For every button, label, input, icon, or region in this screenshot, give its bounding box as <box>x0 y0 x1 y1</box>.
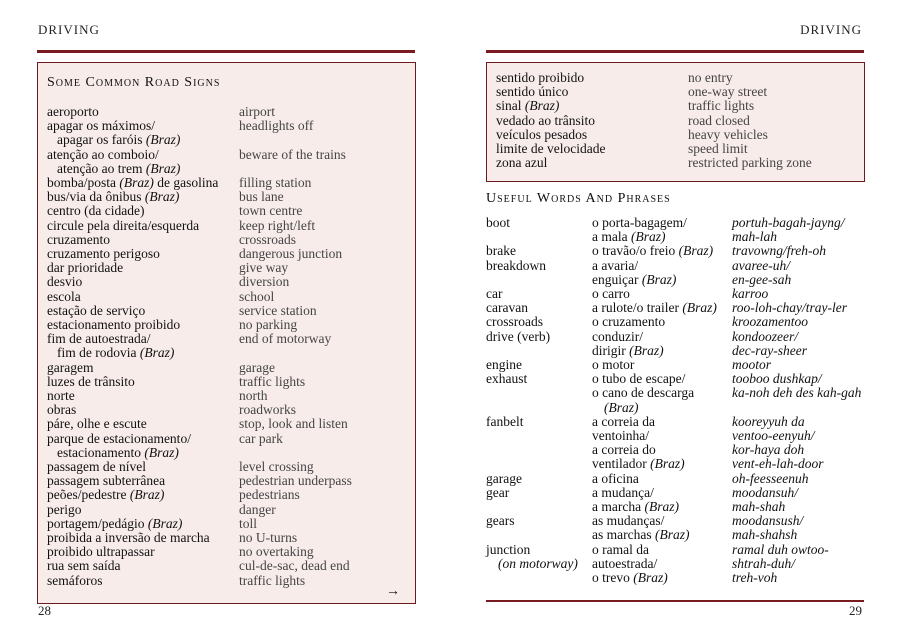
word-pronunciation: dec-ray-sheer <box>732 342 807 358</box>
sign-english: car park <box>239 430 283 446</box>
word-english: gears <box>486 513 515 529</box>
sign-english: stop, look and listen <box>239 416 348 432</box>
sign-portuguese: portagem/pedágio (Braz) <box>47 515 183 531</box>
word-portuguese: conduzir/ <box>592 328 643 344</box>
sign-portuguese: circule pela direita/esquerda <box>47 217 200 233</box>
sign-portuguese: estacionamento (Braz) <box>57 444 179 460</box>
braz-note: (Braz) <box>119 175 154 190</box>
word-english: exhaust <box>486 371 528 387</box>
sign-english: service station <box>239 302 317 318</box>
sign-english: bus lane <box>239 189 284 205</box>
braz-note: (Braz) <box>644 499 679 514</box>
sign-english: roadworks <box>239 402 296 418</box>
word-portuguese: a mudança/ <box>592 484 654 500</box>
sign-english: traffic lights <box>688 98 755 114</box>
box-title: Some Common Road Signs <box>47 75 221 90</box>
sign-portuguese: estacionamento proibido <box>47 317 181 332</box>
sign-portuguese: escola <box>47 288 81 304</box>
page-number: 29 <box>849 603 862 618</box>
running-header: DRIVING <box>800 22 862 37</box>
sign-portuguese: centro (da cidade) <box>47 203 145 219</box>
word-pronunciation: kooreyyuh da <box>732 413 805 429</box>
word-portuguese: o porta-bagagem/ <box>592 215 687 230</box>
word-english: boot <box>486 215 511 230</box>
word-english: breakdown <box>486 257 546 273</box>
braz-note: (Braz) <box>145 132 181 148</box>
sign-english: pedestrian underpass <box>239 473 352 489</box>
sign-english: traffic lights <box>239 572 306 588</box>
sign-english: restricted parking zone <box>688 155 812 171</box>
word-english: junction <box>486 541 531 557</box>
sign-portuguese: peões/pedestre (Braz) <box>47 487 165 503</box>
braz-note: (Braz) <box>641 271 677 287</box>
word-english: drive (verb) <box>486 328 551 344</box>
word-pronunciation: vent-eh-lah-door <box>732 456 824 472</box>
word-pronunciation: ramal duh owtoo- <box>732 541 829 557</box>
sign-english: pedestrians <box>239 487 300 503</box>
sign-portuguese: cruzamento perigoso <box>47 246 160 261</box>
braz-note: (Braz) <box>129 487 165 503</box>
sign-english: garage <box>239 359 275 375</box>
braz-note: (Braz) <box>629 342 664 358</box>
sign-portuguese: obras <box>47 402 77 418</box>
word-portuguese: o tubo de escape/ <box>592 371 686 387</box>
word-english: engine <box>486 357 522 372</box>
sign-english: crossroads <box>239 231 296 247</box>
word-portuguese: o cano de descarga <box>592 385 695 401</box>
word-pronunciation: avaree-uh/ <box>732 257 790 273</box>
word-english: crossroads <box>486 314 543 330</box>
sign-portuguese: bomba/posta (Braz) de gasolina <box>47 175 219 190</box>
word-english: car <box>486 286 503 301</box>
word-portuguese: enguiçar (Braz) <box>592 271 677 287</box>
word-pronunciation: tooboo dushkap/ <box>732 371 822 387</box>
word-english: fanbelt <box>486 413 524 429</box>
road-signs-box <box>37 62 416 604</box>
word-pronunciation: shtrah-duh/ <box>732 555 796 571</box>
section-title: Useful Words And Phrases <box>486 191 671 206</box>
sign-english: one-way street <box>688 84 768 100</box>
word-pronunciation: ka-noh deh des kah-gah <box>732 385 862 401</box>
word-portuguese: a rulote/o trailer (Braz) <box>592 300 717 316</box>
braz-note: (Braz) <box>147 515 183 531</box>
sign-portuguese: limite de velocidade <box>496 141 606 156</box>
braz-note: (Braz) <box>604 399 639 415</box>
word-pronunciation: ventoo-eenyuh/ <box>732 428 815 443</box>
sign-portuguese: vedado ao trânsito <box>496 112 595 128</box>
sign-portuguese: passagem de nível <box>47 459 146 474</box>
sign-portuguese: apagar os máximos/ <box>47 118 155 134</box>
sign-english: traffic lights <box>239 373 306 389</box>
sign-portuguese: proibida a inversão de marcha <box>47 530 210 545</box>
braz-note: (Braz) <box>144 189 180 205</box>
sign-portuguese: veículos pesados <box>496 126 588 142</box>
braz-note: (Braz) <box>654 527 690 543</box>
word-english: brake <box>486 243 516 259</box>
word-portuguese: o carro <box>592 286 630 301</box>
running-header: DRIVING <box>38 22 100 37</box>
road-signs-box-continued <box>486 62 865 182</box>
sign-portuguese: apagar os faróis (Braz) <box>57 132 181 148</box>
word-pronunciation: moodansush/ <box>732 513 804 529</box>
footer-rule <box>486 600 864 602</box>
word-portuguese: a oficina <box>592 470 639 486</box>
sign-portuguese: aeroporto <box>47 104 99 119</box>
word-english: (on motorway) <box>498 555 578 571</box>
sign-english: speed limit <box>688 141 748 156</box>
sign-portuguese: sentido único <box>496 84 569 100</box>
sign-portuguese: proibido ultrapassar <box>47 544 155 560</box>
word-portuguese: a mala (Braz) <box>592 229 666 245</box>
right-page <box>450 0 900 640</box>
sign-english: no overtaking <box>239 544 314 560</box>
word-pronunciation: moodansuh/ <box>732 484 799 500</box>
word-portuguese: as mudanças/ <box>592 513 665 529</box>
sign-portuguese: fim de rodovia (Braz) <box>57 345 175 361</box>
sign-english: airport <box>239 104 275 119</box>
word-pronunciation: portuh-bagah-jayng/ <box>732 215 845 230</box>
word-pronunciation: en-gee-sah <box>732 271 792 287</box>
sign-english: danger <box>239 501 276 517</box>
sign-portuguese: atenção ao comboio/ <box>47 146 159 162</box>
sign-portuguese: rua sem saída <box>47 558 121 574</box>
sign-portuguese: páre, olhe e escute <box>47 416 147 432</box>
header-rule <box>486 50 864 53</box>
braz-note: (Braz) <box>678 243 714 259</box>
word-english: gear <box>486 484 510 500</box>
sign-portuguese: desvio <box>47 274 83 290</box>
sign-english: diversion <box>239 274 290 290</box>
sign-portuguese: dar prioridade <box>47 260 124 276</box>
word-pronunciation: mah-shahsh <box>732 527 798 543</box>
sign-english: headlights off <box>239 118 314 134</box>
sign-portuguese: garagem <box>47 359 94 375</box>
sign-english: north <box>239 388 268 403</box>
word-pronunciation: mah-shah <box>732 499 786 514</box>
page-number: 28 <box>38 603 51 618</box>
word-english: garage <box>486 470 522 486</box>
sign-english: end of motorway <box>239 331 332 347</box>
word-pronunciation: travowng/freh-oh <box>732 243 826 259</box>
braz-note: (Braz) <box>145 160 181 176</box>
sign-portuguese: sentido proibido <box>496 70 585 85</box>
sign-portuguese: semáforos <box>47 572 103 588</box>
sign-english: heavy vehicles <box>688 126 768 142</box>
sign-portuguese: estação de serviço <box>47 302 146 318</box>
word-portuguese: o cruzamento <box>592 314 666 330</box>
word-pronunciation: treh-voh <box>732 570 778 585</box>
braz-note: (Braz) <box>630 229 666 245</box>
word-portuguese: dirigir (Braz) <box>592 342 664 358</box>
braz-note: (Braz) <box>682 300 717 316</box>
braz-note: (Braz) <box>144 444 179 460</box>
sign-portuguese: bus/via da ônibus (Braz) <box>47 189 180 205</box>
word-english: caravan <box>486 300 528 316</box>
word-pronunciation: mootor <box>732 357 772 372</box>
sign-portuguese: fim de autoestrada/ <box>47 331 151 347</box>
sign-portuguese: parque de estacionamento/ <box>47 430 191 446</box>
sign-english: no U-turns <box>239 530 298 545</box>
sign-english: filling station <box>239 175 312 190</box>
sign-english: keep right/left <box>239 217 316 233</box>
word-portuguese: o travão/o freio (Braz) <box>592 243 714 259</box>
word-portuguese: o motor <box>592 357 635 372</box>
word-portuguese <box>604 401 639 415</box>
header-rule <box>37 50 415 53</box>
word-pronunciation: karroo <box>732 286 769 301</box>
word-portuguese: as marchas (Braz) <box>592 527 690 543</box>
sign-portuguese: cruzamento <box>47 231 110 247</box>
word-pronunciation: oh-feesseenuh <box>732 470 809 486</box>
word-portuguese: a marcha (Braz) <box>592 499 679 514</box>
word-portuguese: ventoinha/ <box>592 428 649 443</box>
word-portuguese: a avaria/ <box>592 257 639 273</box>
sign-english: town centre <box>239 203 303 219</box>
word-portuguese: a correia do <box>592 442 656 458</box>
sign-portuguese: passagem subterrânea <box>47 473 166 489</box>
braz-note: (Braz) <box>139 345 175 361</box>
word-pronunciation: mah-lah <box>732 229 777 245</box>
sign-english: level crossing <box>239 459 314 474</box>
word-pronunciation: roo-loh-chay/tray-ler <box>732 300 847 316</box>
sign-english: give way <box>239 260 289 276</box>
braz-note: (Braz) <box>524 98 560 114</box>
word-portuguese: ventilador (Braz) <box>592 456 685 472</box>
sign-english: road closed <box>688 112 750 128</box>
sign-english: no parking <box>239 317 298 332</box>
braz-note: (Braz) <box>650 456 685 472</box>
sign-english: beware of the trains <box>239 146 346 162</box>
word-portuguese: autoestrada/ <box>592 555 658 571</box>
sign-portuguese: zona azul <box>496 155 548 171</box>
sign-english: school <box>239 288 275 304</box>
sign-english: no entry <box>688 70 733 85</box>
sign-english: dangerous junction <box>239 246 343 261</box>
sign-portuguese: sinal (Braz) <box>496 98 560 114</box>
sign-english: cul-de-sac, dead end <box>239 558 350 574</box>
word-pronunciation: kondoozeer/ <box>732 328 798 344</box>
word-portuguese: o ramal da <box>592 541 649 557</box>
word-portuguese: o trevo (Braz) <box>592 570 668 585</box>
sign-portuguese: atenção ao trem (Braz) <box>57 160 181 176</box>
braz-note: (Braz) <box>633 570 668 585</box>
sign-portuguese: luzes de trânsito <box>47 373 135 389</box>
sign-english: toll <box>239 515 258 531</box>
sign-portuguese: norte <box>47 388 75 403</box>
word-pronunciation: kor-haya doh <box>732 442 805 458</box>
sign-portuguese: perigo <box>47 501 82 517</box>
continue-arrow-icon: → <box>386 584 400 599</box>
word-pronunciation: kroozamentoo <box>732 314 808 330</box>
word-portuguese: a correia da <box>592 413 655 429</box>
